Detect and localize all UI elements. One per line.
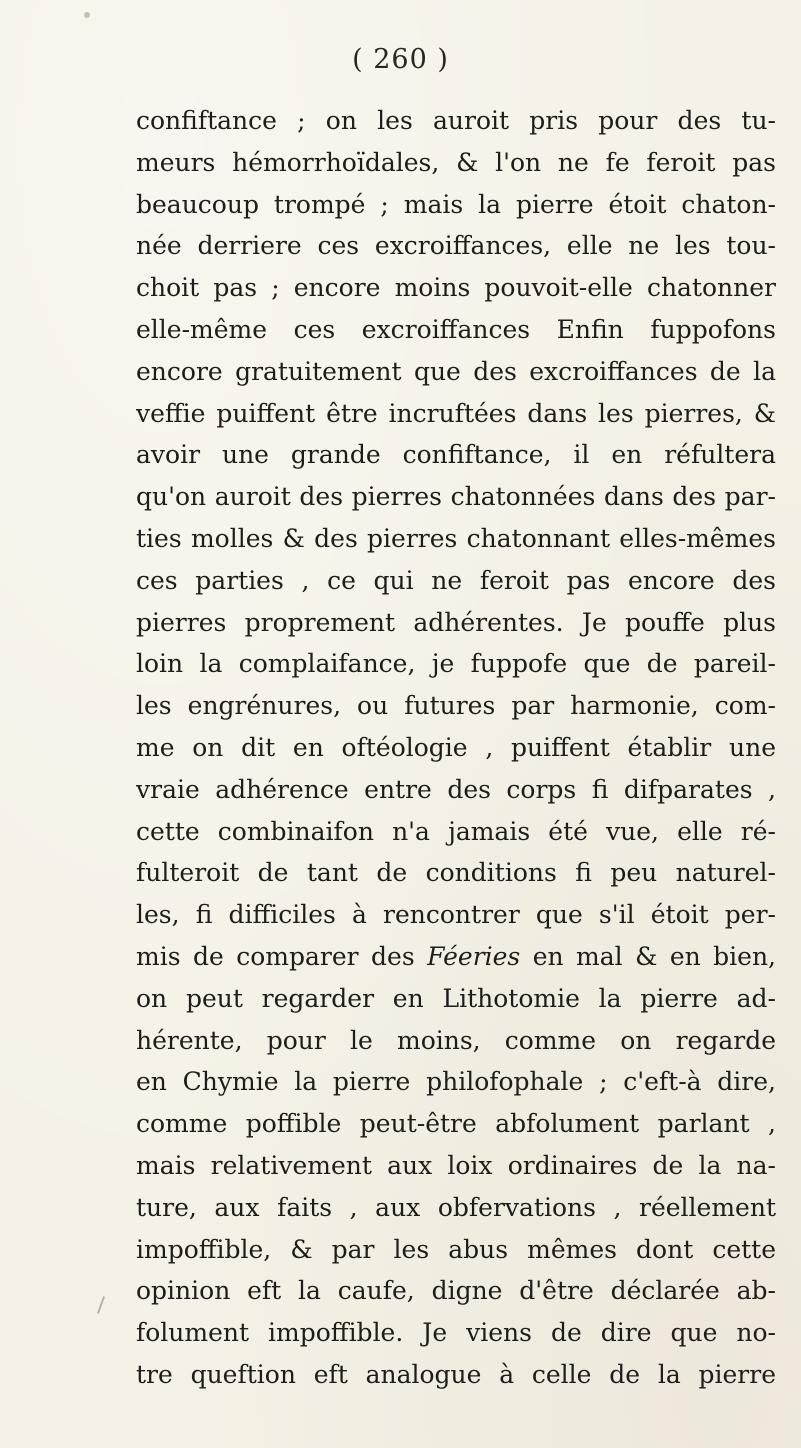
text-segment: mis de comparer des bbox=[136, 941, 415, 971]
text-line: loin la complaifance, je fuppofe que de pareil- bbox=[136, 649, 776, 679]
paper-speck bbox=[97, 1296, 105, 1314]
text-line: ces parties , ce qui ne feroit pas encore des bbox=[136, 565, 776, 595]
text-line: les, fi difficiles à rencontrer que s'il étoit per- bbox=[136, 900, 776, 930]
text-line: elle-même ces excroiffances Enfin fuppofons bbox=[136, 314, 776, 344]
text-line: choit pas ; encore moins pouvoit-elle chatonner bbox=[136, 273, 776, 303]
text-line: hérente, pour le moins, comme on regarde bbox=[136, 1025, 776, 1055]
text-line: veffie puiffent être incruftées dans les pierres, & bbox=[136, 398, 776, 428]
text-line: avoir une grande confiftance, il en réfultera bbox=[136, 440, 776, 470]
text-line: me on dit en oftéologie , puiffent établir une bbox=[136, 732, 776, 762]
text-line: mais relativement aux loix ordinaires de la na- bbox=[136, 1150, 776, 1180]
text-line: ties molles & des pierres chatonnant elles-mêmes bbox=[136, 523, 776, 553]
text-line: impoffible, & par les abus mêmes dont cette bbox=[136, 1234, 776, 1264]
text-line: folument impoffible. Je viens de dire que no- bbox=[136, 1318, 776, 1348]
page-number: ( 260 ) bbox=[352, 44, 449, 75]
text-line: ture, aux faits , aux obfervations , réellement bbox=[136, 1192, 776, 1222]
text-line: opinion eft la caufe, digne d'être déclarée ab- bbox=[136, 1276, 776, 1306]
italic-word: Féeries bbox=[427, 941, 521, 971]
text-line: encore gratuitement que des excroiffances de la bbox=[136, 356, 776, 386]
text-line: tre queftion eft analogue à celle de la pierre bbox=[136, 1359, 776, 1389]
text-line: comme poffible peut-être abfolument parlant , bbox=[136, 1109, 776, 1139]
text-line: fulteroit de tant de conditions fi peu naturel- bbox=[136, 858, 776, 888]
text-line: confiftance ; on les auroit pris pour des tu- bbox=[136, 106, 776, 135]
text-line bbox=[136, 936, 776, 978]
text-line: qu'on auroit des pierres chatonnées dans des par- bbox=[136, 482, 776, 512]
text-line: pierres proprement adhérentes. Je pouffe plus bbox=[136, 607, 776, 637]
text-line: cette combinaifon n'a jamais été vue, elle ré- bbox=[136, 816, 776, 846]
paper-speck bbox=[84, 12, 90, 18]
text-line: en Chymie la pierre philofophale ; c'eft-à dire, bbox=[136, 1067, 776, 1097]
text-line: les engrénures, ou futures par harmonie, com- bbox=[136, 691, 776, 721]
text-line: beaucoup trompé ; mais la pierre étoit chaton- bbox=[136, 189, 776, 219]
text-line: meurs hémorrhoïdales, & l'on ne fe feroit pas bbox=[136, 147, 776, 177]
text-line: on peut regarder en Lithotomie la pierre ad- bbox=[136, 983, 776, 1013]
text-line: vraie adhérence entre des corps fi difparates , bbox=[136, 774, 776, 804]
body-text bbox=[136, 100, 776, 1396]
text-line: née derriere ces excroiffances, elle ne les tou- bbox=[136, 231, 776, 261]
text-segment: en mal & en bien, bbox=[532, 941, 776, 971]
